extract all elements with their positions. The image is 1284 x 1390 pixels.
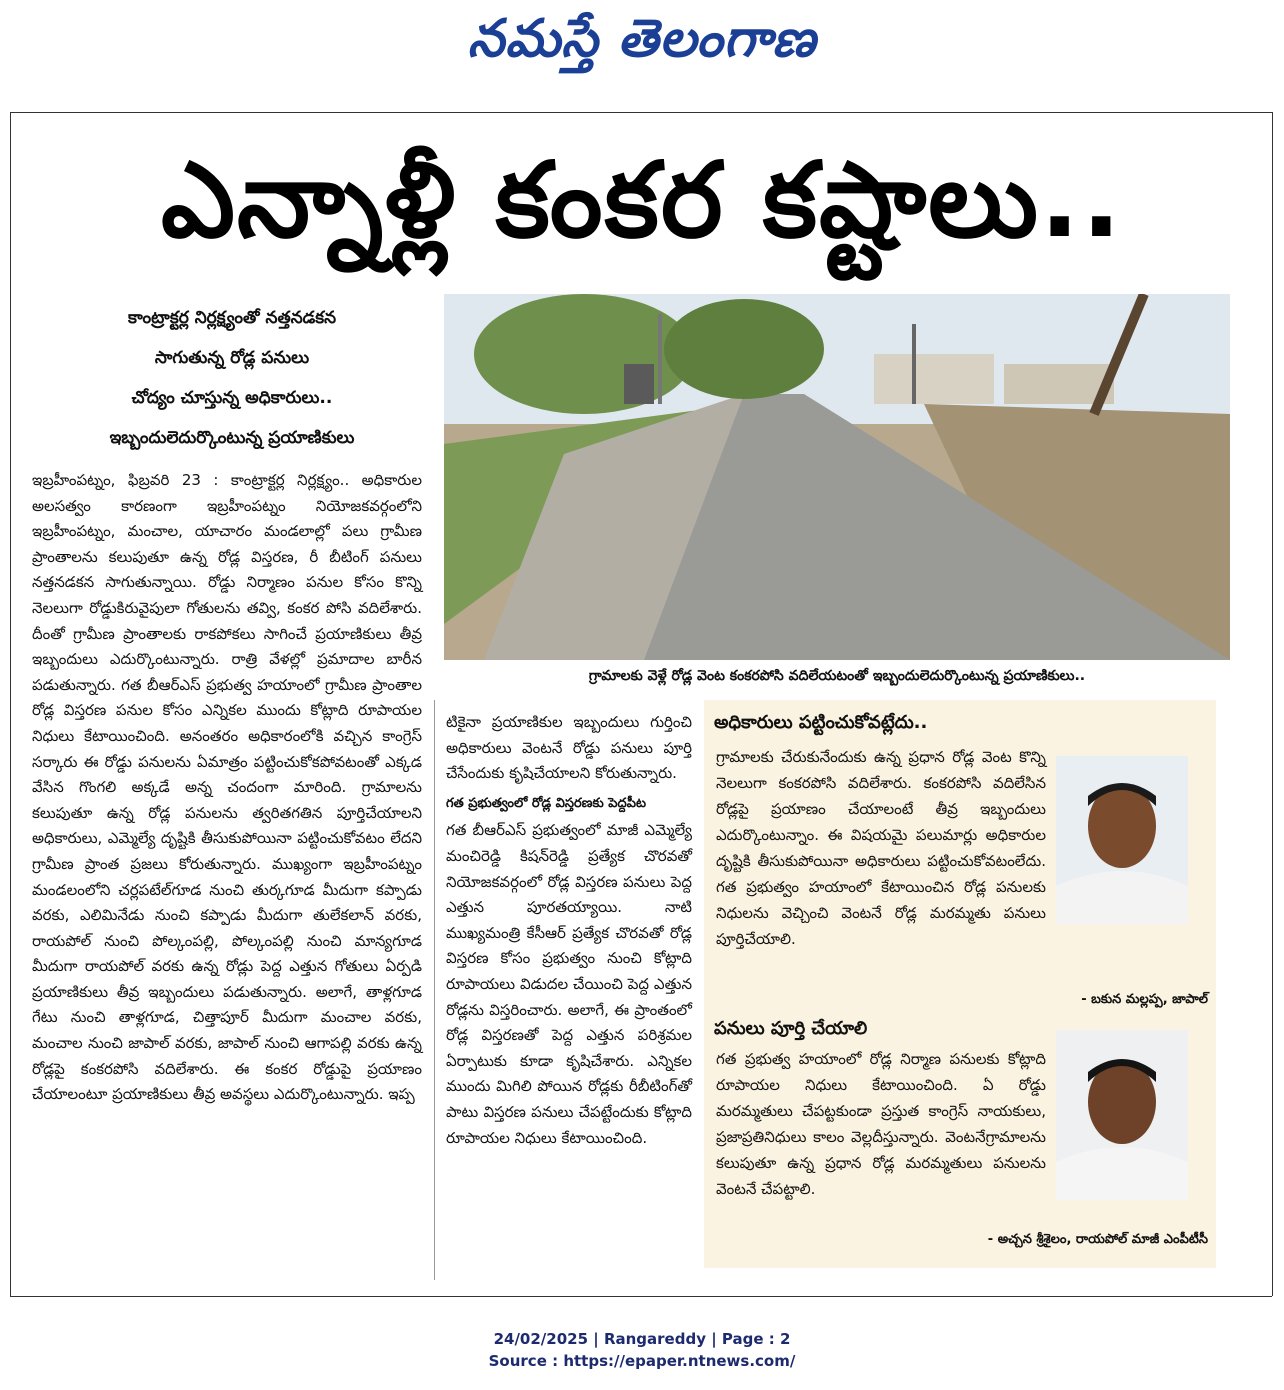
quote1-text: గ్రామాలకు చేరుకునేందుకు ఉన్న ప్రధాన రోడ్ల వెంట కొన్ని నెలలుగా కంకరపోసి వదిలేశారు. కంకరపోసి వదిలేసిన రోడ్లపై ప్రయాణం చేయాలంటే తీవ్ర ఇబ్బందులు ఎదుర్కొంటున్నాం. ఈ విషయమై పలుమార్లు అధికారుల దృష్టికి తీసుకుపోయినా అధికారులు పట్టించుకోవటంలేదు. గత ప్రభుత్వం హయాంలో కేటాయించిన రోడ్ల పనులకు నిధులను వెచ్చించి వెంటనే రోడ్ల మరమ్మతు పనులు పూర్తిచేయాలి. (716, 748, 1046, 948)
headline: ఎన్నాళ్లీ కంకర కష్టాలు.. (161, 139, 1123, 261)
subhead-3: చోద్యం చూస్తున్న అధికారులు.. (131, 388, 333, 408)
quote1-title: అధికారులు పట్టించుకోవట్లేదు.. (714, 712, 928, 733)
masthead-logo: నమస్తే తెలంగాణ (467, 8, 817, 69)
column-divider (434, 700, 435, 1280)
subhead-1: కాంట్రాక్టర్ల నిర్లక్ష్యంతో నత్తనడకన (127, 308, 337, 328)
frame-top-rule (10, 112, 1272, 113)
photo-caption: గ్రామాలకు వెళ్లే రోడ్ల వెంట కంకరపోసి వదిలేయటంతో ఇబ్బందులెదుర్కొంటున్న ప్రయాణికులు.. (588, 668, 1086, 684)
quote2-signature: - అచ్చన శ్రీశైలం, రాయపోల్ మాజీ ఎంపీటీసీ (987, 1232, 1208, 1247)
quote2-text: గత ప్రభుత్వ హయాంలో రోడ్ల నిర్మాణ పనులకు కోట్లాది రూపాయల నిధులు కేటాయించింది. ఏ రోడ్డు మరమ్మతులు చేపట్టకుండా ప్రస్తుత కాంగ్రెస్ నాయకులు, ప్రజాప్రతినిధులు కాలం వెల్లదీస్తున్నారు. వెంటనేగ్రామాలను కలుపుతూ ఉన్న ప్రధాన రోడ్ల మరమ్మతులు పనులను వెంటనే చేపట్టాలి. (716, 1050, 1046, 1198)
frame-left-rule (10, 112, 11, 1296)
road-photo-illustration (444, 294, 1230, 660)
subhead-4: ఇబ్బందులెదుర్కొంటున్న ప్రయాణికులు (109, 428, 355, 448)
subhead-2: సాగుతున్న రోడ్ల పనులు (154, 348, 310, 368)
quote2-title: పనులు పూర్తి చేయాలి (714, 1018, 868, 1039)
portrait-1-image (1056, 756, 1188, 924)
quote1-signature: - బకున మల్లప్ప, జాపాల్ (1081, 992, 1208, 1007)
footer-source: Source : https://epaper.ntnews.com/ (488, 1352, 796, 1370)
footer (0, 1328, 1284, 1372)
article-column-1: ఇబ్రహీంపట్నం, ఫిబ్రవరి 23 : కాంట్రాక్టర్ల నిర్లక్ష్యం.. అధికారుల అలసత్వం కారణంగా ఇబ్రహీంపట్నం నియోజకవర్గంలోని ఇబ్రహీంపట్నం, మంచాల, యాచారం మండలాల్లో పలు గ్రామీణ ప్రాంతాలను కలుపుతూ ఉన్న రోడ్ల విస్తరణ, రీ బీటింగ్ పనులు నత్తనడకన సాగుతున్నాయి. రోడ్డు నిర్మాణం పనుల కోసం కొన్ని నెలలుగా రోడ్డుకిరువైపులా గోతులను తవ్వి, కంకర పోసి వదిలేశారు. దీంతో గ్రామీణ ప్రాంతాలకు రాకపోకలు సాగించే ప్రయాణికులు తీవ్ర ఇబ్బందులు ఎదుర్కొంటున్నారు. రాత్రి వేళల్లో ప్రమాదాల బారీన పడుతున్నారు. గత బీఆర్ఎస్ ప్రభుత్వ హయాంలో గ్రామీణ ప్రాంతాల రోడ్ల విస్తరణ పనుల కోసం ఎన్నికల ముందు కోట్లాది రూపాయల నిధులు కేటాయించింది. అనంతరం అధికారంలోకి వచ్చిన కాంగ్రెస్ సర్కారు ఈ రోడ్డు పనులను ఏమాత్రం పట్టించుకోకపోవటంతో ఎక్కడ వేసిన గొంగలి అక్కడే అన్న చందంగా మారింది. గ్రామాలను కలుపుతూ ఉన్న రోడ్ల పనులను త్వరితగతిన పూర్తిచేయాలని అధికారులు, ఎమ్మెల్యే దృష్టికి తీసుకుపోయినా పట్టించుకోవటం లేదని గ్రామీణ ప్రాంత ప్రజలు కోరుతున్నారు. ముఖ్యంగా ఇబ్రహీంపట్నం మండలంలోని చర్లపటేల్‌గూడ నుంచి తుర్కగూడ మీదుగా కప్పాడు వరకు, ఎలిమినేడు నుంచి కప్పాడు మీదుగా తులేకలాన్ వరకు, రాయపోల్ నుంచి పోల్కంపల్లి, పోల్కంపల్లి నుంచి మాన్యగూడ మీదుగా రాయపోల్ వరకు ఉన్న రోడ్లు పెద్ద ఎత్తున గోతులు ఏర్పడి ప్రయాణికులు తీవ్ర ఇబ్బందులు పడుతున్నారు. అలాగే, తాళ్లగూడ గేటు నుంచి తాళ్లగూడ, చిత్తాపూర్ మీదుగా మంచాల వరకు, మంచాల నుంచి జాపాల్ వరకు, జాపాల్ నుంచి ఆగాపల్లి వరకు ఉన్న రోడ్లపై కంకరపోసి వదిలేశారు. ఈ కంకర రోడ్డుపై ప్రయాణం చేయాలంటూ ప్రయాణికులు తీవ్ర అవస్థలు ఎదుర్కొంటున్నారు. ఇప్ప (32, 471, 422, 1104)
subheads (40, 298, 424, 458)
road-photo (444, 294, 1230, 660)
article-column-2-intro: టికైనా ప్రయాణికుల ఇబ్బందులు గుర్తించి అధికారులు వెంటనే రోడ్డు పనులు పూర్తి చేసేందుకు కృషిచేయాలని కోరుతున్నారు. (446, 713, 692, 783)
article-subheading: గత ప్రభుత్వంలో రోడ్ల విస్తరణకు పెద్దపీట (446, 795, 646, 811)
portrait-2 (1056, 1030, 1188, 1200)
portrait-1 (1056, 756, 1188, 924)
quotes-box (704, 700, 1216, 1268)
frame-right-rule (1272, 112, 1273, 1296)
portrait-2-image (1056, 1030, 1188, 1200)
footer-date-edition: 24/02/2025 | Rangareddy | Page : 2 (493, 1330, 791, 1348)
article-column-2 (446, 710, 692, 1151)
frame-bottom-rule (10, 1296, 1272, 1297)
article-column-2-body: గత బీఆర్ఎస్ ప్రభుత్వంలో మాజీ ఎమ్మెల్యే మంచిరెడ్డి కిషన్‌రెడ్డి ప్రత్యేక చొరవతో నియోజకవర్గంలో రోడ్ల విస్తరణ పనులు పెద్ద ఎత్తున పూరతయ్యాయి. నాటి ముఖ్యమంత్రి కేసీఆర్ ప్రత్యేక చొరవతో రోడ్ల విస్తరణ కోసం ప్రభుత్వం నుంచి కోట్లాది రూపాయలు విడుదల చేయించి పెద్ద ఎత్తున రోడ్లను విస్తరించారు. అలాగే, ఈ ప్రాంతంలో రోడ్ల విస్తరణతో పెద్ద ఎత్తున పరిశ్రమల ఏర్పాటుకు కూడా కృషిచేశారు. ఎన్నికల ముందు మిగిలి పోయిన రోడ్లకు రీబీటింగ్‌తో పాటు విస్తరణ పనులు చేపట్టేందుకు కోట్లాది రూపాయల నిధులు కేటాయించింది. (446, 821, 692, 1147)
